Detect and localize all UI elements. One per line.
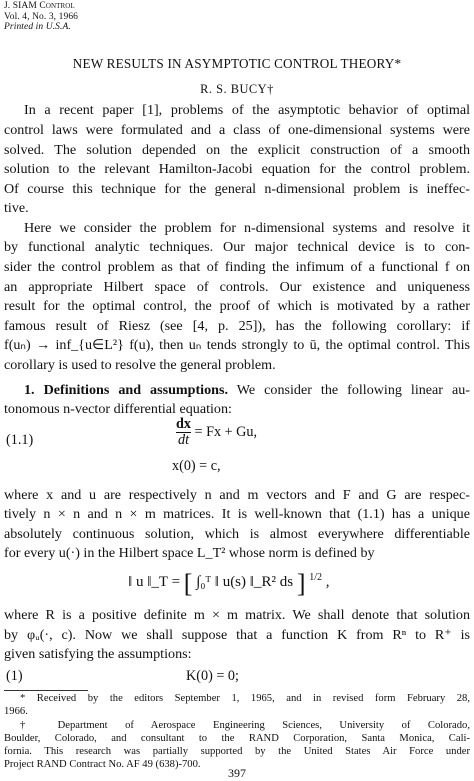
- norm-power: 1/2: [309, 572, 323, 583]
- body-line: where R is a positive definite m × m matrix. We shall denote that solution: [4, 607, 470, 623]
- initial-condition: x(0) = c,: [172, 458, 221, 474]
- body-line: tonomous n-vector differential equation:: [4, 401, 232, 417]
- footnote-line: * Received by the editors September 1, 1965, and in revised form February 28,: [20, 693, 470, 704]
- paper-author: R. S. BUCY†: [200, 82, 274, 96]
- section-heading: 1. Definitions and assumptions.: [24, 382, 228, 398]
- body-line: absolutely continuous solution, which is almost everywhere differentiable: [4, 526, 470, 542]
- body-line: famous result of Riesz (see [4, p. 25]), has the following corollary: if: [4, 318, 470, 334]
- journal-header: [4, 1, 78, 33]
- body-line: solved. The solution depended on the explicit construction of a smooth: [4, 142, 470, 158]
- footnote-line: Project RAND Contract No. AF 49 (638)-700.: [4, 759, 201, 770]
- body-line: corollary is used to resolve the general problem.: [4, 357, 276, 373]
- left-bracket-icon: [: [183, 569, 193, 598]
- body-line: by functional analytic techniques. Our major technical device is to con-: [4, 239, 470, 255]
- body-line: given satisfying the assumptions:: [4, 646, 192, 662]
- assumption-equation: K(0) = 0;: [186, 668, 239, 684]
- body-line: by φᵤ(·, c). Now we shall suppose that a function K from Rⁿ to R⁺ is: [4, 627, 470, 643]
- denominator: dt: [177, 432, 190, 448]
- body-line: Of course this technique for the general n-dimensional problem is ineffec-: [4, 181, 470, 197]
- body-line: solution to the relevant Hamilton-Jacobi equation for the control problem.: [4, 161, 470, 177]
- body-line: tively n × n and n × m matrices. It is well-known that (1.1) has a unique: [4, 506, 470, 522]
- assumption-number: (1): [6, 668, 23, 684]
- footnote-line: † Department of Aerospace Engineering Sciences, University of Colorado,: [20, 720, 470, 731]
- body-line: sider the control problem as that of finding the infimum of a functional f on: [4, 259, 470, 275]
- body-line: tive.: [4, 200, 29, 216]
- journal-name: J. SIAM Control: [4, 1, 75, 11]
- differential-equation: [176, 417, 257, 448]
- footnote-line: 1966.: [4, 706, 28, 717]
- body-line: In a recent paper [1], problems of the asymptotic behavior of optimal: [24, 102, 470, 118]
- body-line: result for the optimal control, the proof of which is motivated by a rather: [4, 298, 470, 314]
- page-number: 397: [228, 766, 246, 780]
- equation-number: (1.1): [6, 432, 34, 448]
- paper-title: NEW RESULTS IN ASYMPTOTIC CONTROL THEORY*: [72, 56, 402, 71]
- printed-in: Printed in U.S.A.: [4, 22, 71, 32]
- norm-end: ,: [325, 574, 330, 590]
- norm-lhs: ‖ u ‖_T =: [128, 574, 181, 590]
- journal-volume: Vol. 4, No. 3, 1966: [4, 11, 79, 22]
- body-line: f(uₙ) → inf_{u∈L²} f(u), then uₙ tends strongly to ū, the optimal control. This: [4, 337, 470, 353]
- footnote-line: fornia. This research was partially supported by the United States Air Force under: [4, 746, 470, 757]
- norm-equation: [128, 569, 330, 599]
- section-text: We consider the following linear au-: [228, 382, 470, 398]
- derivative-fraction: [176, 417, 191, 448]
- equation-rhs: = Fx + Gu,: [194, 423, 258, 440]
- body-line: an appropriate Hilbert space of controls. Our existence and uniqueness: [4, 279, 470, 295]
- norm-integral: ∫₀ᵀ ‖ u(s) ‖_R² ds: [196, 574, 294, 590]
- section-heading-line: [24, 381, 470, 401]
- body-line: where x and u are respectively n and m vectors and F and G are respec-: [4, 487, 470, 503]
- footnote-line: Boulder, Colorado, and consultant to the RAND Corporation, Santa Monica, Cali-: [4, 733, 470, 744]
- right-bracket-icon: ]: [296, 569, 306, 598]
- body-line: for every u(·) in the Hilbert space L_T² whose norm is defined by: [4, 545, 375, 561]
- numerator: dx: [176, 416, 191, 432]
- body-line: control laws were formulated and a class of one-dimensional systems were: [4, 122, 470, 138]
- footnote-rule: [4, 690, 88, 691]
- body-line: Here we consider the problem for n-dimensional systems and resolve it: [24, 220, 470, 236]
